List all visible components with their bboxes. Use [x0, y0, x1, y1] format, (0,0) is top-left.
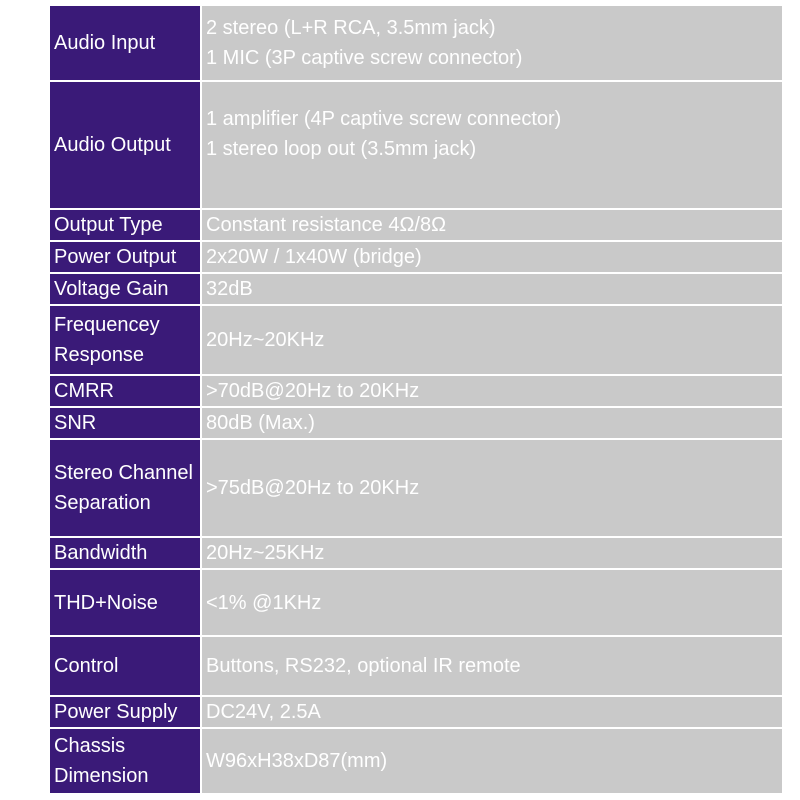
spec-row-audio-input [49, 5, 783, 81]
spec-value [201, 375, 783, 407]
spec-row-bandwidth [49, 537, 783, 569]
spec-row-audio-output [49, 81, 783, 209]
spec-value [201, 305, 783, 375]
spec-value-line: 2 stereo (L+R RCA, 3.5mm jack) [206, 17, 496, 39]
spec-value [201, 273, 783, 305]
spec-value [201, 728, 783, 794]
spec-value-line: 1 MIC (3P captive screw connector) [206, 47, 523, 69]
spec-value-line: 1 amplifier (4P captive screw connector) [206, 108, 562, 130]
spec-label: Control [49, 636, 201, 696]
spec-value-line: Buttons, RS232, optional IR remote [206, 655, 521, 677]
spec-value-line: DC24V, 2.5A [206, 701, 321, 723]
spec-row-output-type [49, 209, 783, 241]
spec-label: Power Supply [49, 696, 201, 728]
spec-label: Bandwidth [49, 537, 201, 569]
spec-label: Power Output [49, 241, 201, 273]
spec-label: SNR [49, 407, 201, 439]
spec-value [201, 439, 783, 537]
spec-value [201, 5, 783, 81]
spec-row-voltage-gain [49, 273, 783, 305]
spec-label: Chassis Dimension [49, 728, 201, 794]
spec-value-line: Constant resistance 4Ω/8Ω [206, 214, 447, 236]
spec-row-stereo-separation [49, 439, 783, 537]
spec-value-line: 1 stereo loop out (3.5mm jack) [206, 138, 477, 160]
spec-value-line: 32dB [206, 278, 253, 300]
spec-value-line: >75dB@20Hz to 20KHz [206, 477, 420, 499]
spec-value-line: <1% @1KHz [206, 591, 322, 614]
spec-label: Audio Output [49, 81, 201, 209]
spec-row-thd-noise [49, 569, 783, 636]
spec-value [201, 209, 783, 241]
spec-value-line: 20Hz~20KHz [206, 329, 325, 351]
spec-label: Stereo Channel Separation [49, 439, 201, 537]
spec-row-control [49, 636, 783, 696]
spec-label: CMRR [49, 375, 201, 407]
spec-row-cmrr [49, 375, 783, 407]
spec-value [201, 81, 783, 209]
spec-row-chassis-dimension [49, 728, 783, 794]
spec-value [201, 537, 783, 569]
spec-value [201, 241, 783, 273]
spec-value [201, 636, 783, 696]
spec-label: Audio Input [49, 5, 201, 81]
spec-label: Output Type [49, 209, 201, 241]
spec-label: Voltage Gain [49, 273, 201, 305]
spec-row-snr [49, 407, 783, 439]
spec-row-power-output [49, 241, 783, 273]
spec-row-frequency-response [49, 305, 783, 375]
spec-value-line: 80dB (Max.) [206, 412, 315, 434]
spec-table [48, 4, 784, 795]
spec-value [201, 569, 783, 636]
spec-label: Frequencey Response [49, 305, 201, 375]
spec-label: THD+Noise [49, 569, 201, 636]
spec-value [201, 407, 783, 439]
spec-value-line: W96xH38xD87(mm) [206, 750, 388, 772]
spec-value-line: 2x20W / 1x40W (bridge) [206, 246, 422, 268]
spec-row-power-supply [49, 696, 783, 728]
spec-value-line: 20Hz~25KHz [206, 542, 325, 564]
spec-value-line: >70dB@20Hz to 20KHz [206, 380, 420, 402]
spec-value [201, 696, 783, 728]
